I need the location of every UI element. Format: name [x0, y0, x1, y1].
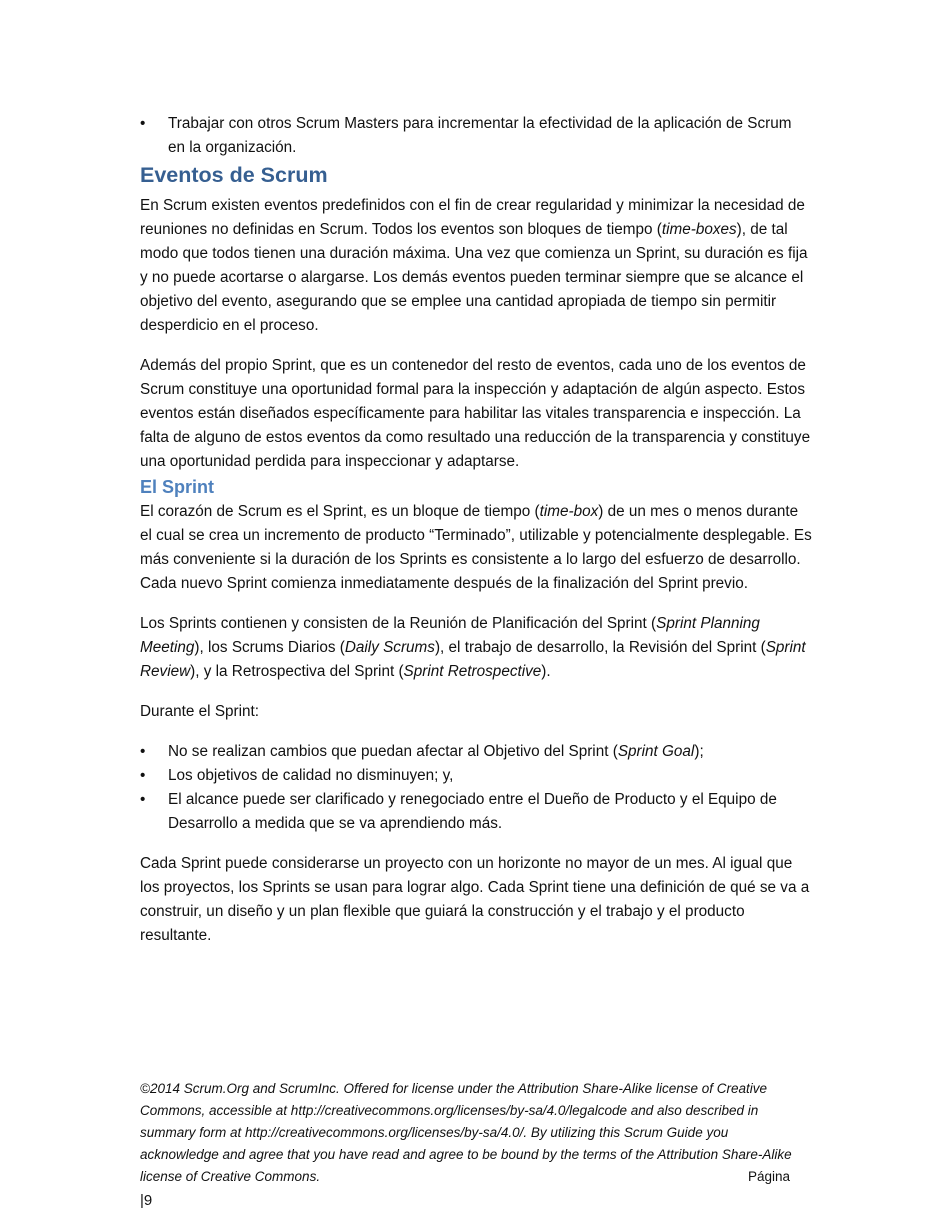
sprint-paragraph-1 — [140, 500, 812, 596]
sprint-paragraph-4: Cada Sprint puede considerarse un proyecto con un horizonte no mayor de un mes. Al igual que los proyectos, los Sprints se usan para lograr algo. Cada Sprint tiene una definición de qué se va a construir, un diseño y un plan flexible que guiará la construcción y el trabajo y el producto resultante. — [140, 855, 810, 944]
text-run: ), de tal modo que todos tienen una duración máxima. Una vez que comienza un Sprint, su duración es fija y no puede acortarse o alargarse. Los demás eventos pueden terminar siempre que se alcance el objetivo del evento, asegurando que se emplee una cantidad apropiada de tiempo sin permitir desperdicio en el proceso. — [140, 221, 808, 334]
list-item — [140, 112, 812, 160]
bullet-text: Los objetivos de calidad no disminuyen; y, — [168, 767, 454, 784]
italic-term: Daily Scrums — [344, 639, 435, 656]
text-run: ) de un mes o menos durante el cual se crea un incremento de producto “Terminado”, utilizable y potencialmente desplegable. Es más conveniente si la duración de los Sprints es consistente a lo largo del esfuerzo de desarrollo. Cada nuevo Sprint comienza inmediatamente después de la finalización del Sprint previo. — [140, 503, 812, 592]
text-run: El corazón de Scrum es el Sprint, es un bloque de tiempo ( — [140, 503, 540, 520]
text-run: Los Sprints contienen y consisten de la Reunión de Planificación del Sprint ( — [140, 615, 657, 632]
list-item — [140, 740, 812, 764]
text-run: ), los Scrums Diarios ( — [194, 639, 345, 656]
sprint-paragraph-2 — [140, 612, 812, 684]
bullet-icon: • — [140, 743, 146, 760]
intro-bullet-list — [140, 112, 812, 160]
events-paragraph-2: Además del propio Sprint, que es un contenedor del resto de eventos, cada uno de los eventos de Scrum constituye una oportunidad formal para la inspección y adaptación de algún aspecto. Estos eventos están diseñados específicamente para habilitar las vitales transparencia e inspección. La falta de alguno de estos eventos da como resultado una reducción de la transparencia y constituye una oportunidad perdida para inspeccionar y adaptarse. — [140, 357, 811, 470]
bullet-text: El alcance puede ser clarificado y renegociado entre el Dueño de Producto y el Equipo de Desarrollo a medida que se va aprendiendo más. — [168, 791, 777, 832]
page-label: Página — [747, 1169, 790, 1184]
list-item — [140, 788, 812, 836]
italic-term: Sprint Planning Meeting — [140, 615, 760, 656]
sprint-paragraph-3: Durante el Sprint: — [140, 703, 260, 720]
italic-term: time-box — [539, 503, 599, 520]
license-text: ©2014 Scrum.Org and ScrumInc. Offered for license under the Attribution Share-Alike license of Creative Commons, accessible at http://creativecommons.org/licenses/by-sa/4.0/legalcode and also described in summary form at http://creativecommons.org/licenses/by-sa/4.0/. By utilizing this Scrum Guide you acknowledge and agree that you have read and agree to be bound by the terms of the Attribution Share-Alike license of Creative Commons. — [140, 1081, 792, 1184]
bullet-icon: • — [140, 791, 146, 808]
events-paragraph-1 — [140, 194, 812, 338]
text-run: ); — [694, 743, 704, 760]
bullet-icon: • — [140, 767, 146, 784]
bullet-text: Trabajar con otros Scrum Masters para incrementar la efectividad de la aplicación de Scrum en la organización. — [168, 115, 792, 156]
text-run: No se realizan cambios que puedan afectar al Objetivo del Sprint ( — [168, 743, 618, 760]
license-footer — [140, 1078, 800, 1188]
sprint-bullet-list — [140, 740, 812, 836]
bullet-icon: • — [140, 115, 146, 132]
text-run: ), y la Retrospectiva del Sprint ( — [190, 663, 404, 680]
text-run: En Scrum existen eventos predefinidos con el fin de crear regularidad y minimizar la necesidad de reuniones no definidas en Scrum. Todos los eventos son bloques de tiempo ( — [140, 197, 805, 238]
text-run: ), el trabajo de desarrollo, la Revisión del Sprint ( — [434, 639, 766, 656]
italic-term: Sprint Retrospective — [403, 663, 542, 680]
text-run: ). — [541, 663, 551, 680]
italic-term: time-boxes — [661, 221, 737, 238]
italic-term: Sprint Review — [140, 639, 806, 680]
italic-term: Sprint Goal — [617, 743, 695, 760]
page-content — [140, 112, 812, 948]
list-item — [140, 764, 812, 788]
events-heading: Eventos de Scrum — [140, 163, 328, 187]
sprint-heading: El Sprint — [140, 477, 215, 497]
page-number: |9 — [140, 1192, 153, 1209]
